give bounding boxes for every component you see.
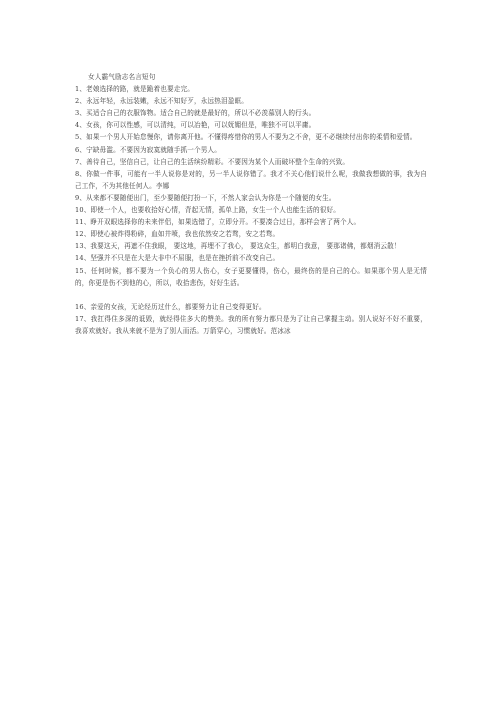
quote-paragraph-3: 3、买适合自己的衣服饰物。适合自己的就是最好的，所以不必羡慕别人的行头。 <box>75 109 316 118</box>
quote-paragraph-5: 5、如果一个男人开始怠慢你，请你离开他。不懂得疼惜你的男人不要为之不舍，更不必继续付出你的柔情和爱情。 <box>75 133 417 142</box>
quote-paragraph-14: 14、坚强并不只是在大是大非中不屈服，也是在挫折前不改变自己。 <box>75 254 280 263</box>
quote-paragraph-11: 11、睁开双眼选择你的未来伴侣，如果选错了，立即分开。不要凑合过日，那样会害了两个人。 <box>75 218 361 227</box>
quote-paragraph-4: 4、女孩，你可以性感，可以清纯，可以冶艳，可以妩媚但是，唯独不可以平庸。 <box>75 121 316 130</box>
quote-paragraph-13: 13、我要这天，再遮不住我眼， 要这地，再埋不了我心， 要这众生，都明白我意， 要那诸佛，都烟消云散！ <box>75 242 401 251</box>
quote-paragraph-12: 12、即使心被炸得粉碎，血如井喷，我也依然安之若骛，安之若骛。 <box>75 230 280 239</box>
quote-paragraph-2: 2、永远年轻，永远装嫩，永远不知好歹，永远热泪盈眶。 <box>75 97 248 106</box>
document-title: 女人霸气励志名言短句 <box>88 73 156 81</box>
quote-paragraph-9: 9、从来都不要随便出门，至少要随便打扮一下，不然人家会认为你是一个随便的女生。 <box>75 193 336 202</box>
quote-paragraph-17: 17、我扛得住多深的诋毁，就经得住多大的赞美。我的所有努力都只是为了让自己掌握主动。别人说好不好不重要，我喜欢就好。我从来就不是为了别人而活。万箭穿心，习惯就好。范冰冰 <box>75 314 427 335</box>
document-body <box>75 71 427 337</box>
quote-paragraph-16: 16、亲爱的女孩，无论经历过什么，都要努力让自己变得更好。 <box>75 302 266 311</box>
quote-paragraph-8: 8、你做一件事，可能有一半人说你是对的，另一半人说你错了。我才不关心他们说什么呢，我做我想做的事，我为自己工作，不为其他任何人。李娜 <box>75 169 427 190</box>
quote-paragraph-15: 15、任何时候，都不要为一个负心的男人伤心，女子更要懂得，伤心，最终伤的是自己的心。如果那个男人是无情的，你更是伤不到他的心，所以，收拾悲伤，好好生活。 <box>75 266 427 287</box>
quote-paragraph-7: 7、善待自己，坚信自己，让自己的生活缤纷精彩。不要因为某个人而破坏整个生命的兴致。 <box>75 157 350 166</box>
quote-paragraph-6: 6、宁缺毋滥。不要因为寂寞就随手抓一个男人。 <box>75 145 221 154</box>
paragraph-spacer <box>75 289 427 301</box>
quote-paragraph-1: 1、老娘选择的路，就是跪着也要走完。 <box>75 85 194 94</box>
quote-paragraph-10: 10、即使一个人，也要收拾好心情，背起无情，孤单上路，女生一个人也能生活的很好。 <box>75 206 340 215</box>
